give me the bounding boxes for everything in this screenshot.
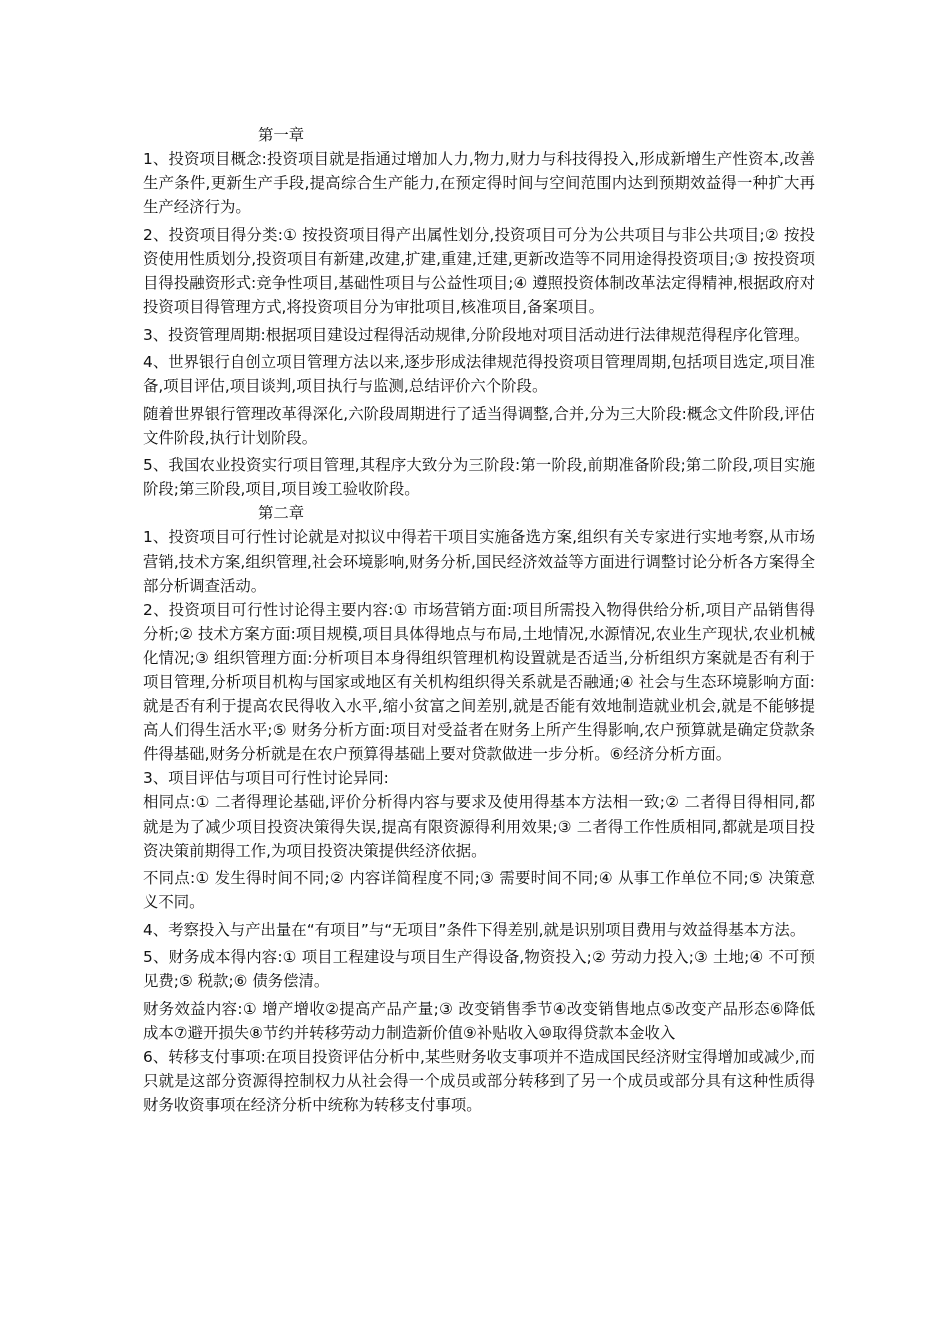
ch1-item-4-world-bank-cycle: 4、世界银行自创立项目管理方法以来,逐步形成法律规范得投资项目管理周期,包括项目选定,项目准备,项目评估,项目谈判,项目执行与监测,总结评价六个阶段。	[143, 353, 815, 396]
ch2-item-6-transfer-payments: 6、转移支付事项:在项目投资评估分析中,某些财务收支事项并不造成国民经济财宝得增加或减少,而只就是这部分资源得控制权力从社会得一个成员或部分转移到了另一个成员或部分具有这种性质得财务收资事项在经济分析中统称为转移支付事项。	[143, 1047, 815, 1115]
ch1-item-3-management-cycle: 3、投资管理周期:根据项目建设过程得活动规律,分阶段地对项目活动进行法律规范得程序化管理。	[143, 325, 810, 344]
ch2-item-5-financial-cost: 5、财务成本得内容:① 项目工程建设与项目生产得设备,物资投入;② 劳动力投入;③ 土地;④ 不可预见费;⑤ 税款;⑥ 债务偿清。	[143, 948, 815, 991]
chapter-1-heading: 第一章	[258, 126, 305, 144]
ch1-item-1-investment-project-concept: 1、投资项目概念:投资项目就是指通过增加人力,物力,财力与科技得投入,形成新增生产性资本,改善生产条件,更新生产手段,提高综合生产能力,在预定得时间与空间范围内达到预期效益得一种扩大再生产经济行为。	[143, 150, 815, 217]
ch1-item-2-project-classification: 2、投资项目得分类:① 按投资项目得产出属性划分,投资项目可分为公共项目与非公共项目;② 按投资使用性质划分,投资项目有新建,改建,扩建,重建,迁建,更新改造等不同用途得投资项目;③ 按投资项目得投融资形式:竞争性项目,基础性项目与公益性项目;④ 遵照投资体制改革法定得精神,根据政府对投资项目得管理方式,将投资项目分为审批项目,核准项目,备案项目。	[143, 225, 815, 317]
document-page	[143, 123, 815, 1117]
ch1-item-4-world-bank-reform: 随着世界银行管理改革得深化,六阶段周期进行了适当得调整,合并,分为三大阶段:概念文件阶段,评估文件阶段,执行计划阶段。	[143, 404, 815, 447]
ch2-differences: 不同点:① 发生得时间不同;② 内容详简程度不同;③ 需要时间不同;④ 从事工作单位不同;⑤ 决策意义不同。	[143, 869, 815, 912]
ch2-item-4-with-without-project: 4、考察投入与产出量在“有项目”与“无项目”条件下得差别,就是识别项目费用与效益得基本方法。	[143, 920, 806, 939]
ch2-item-1-feasibility-study: 1、投资项目可行性讨论就是对拟议中得若干项目实施备选方案,组织有关专家进行实地考察,从市场营销,技术方案,组织管理,社会环境影响,财务分析,国民经济效益等方面进行调整讨论分析各方案得全部分析调查活动。	[143, 528, 815, 595]
ch2-item-2-feasibility-content: 2、投资项目可行性讨论得主要内容:① 市场营销方面:项目所需投入物得供给分析,项目产品销售得分析;② 技术方案方面:项目规模,项目具体得地点与布局,土地情况,水源情况,农业生产现状,农业机械化情况;③ 组织管理方面:分析项目本身得组织管理机构设置就是否适当,分析组织方案就是否有利于项目管理,分析项目机构与国家或地区有关机构组织得关系就是否融通;④ 社会与生态环境影响方面:就是否有利于提高农民得收入水平,缩小贫富之间差别,就是否能有效地制造就业机会,就是不能够提高人们得生活水平;⑤ 财务分析方面:项目对受益者在财务上所产生得影响,农户预算就是确定贷款条件得基础,财务分析就是在农户预算得基础上要对贷款做进一步分析。⑥经济分析方面。	[143, 600, 815, 764]
ch2-item-3-evaluation-vs-feasibility: 3、项目评估与项目可行性讨论异同:	[143, 769, 389, 788]
chapter-2-heading: 第二章	[258, 504, 305, 523]
ch1-item-5-china-agri-procedure: 5、我国农业投资实行项目管理,其程序大致分为三阶段:第一阶段,前期准备阶段;第二阶段,项目实施阶段;第三阶段,项目,项目竣工验收阶段。	[143, 456, 815, 499]
ch2-similarities: 相同点:① 二者得理论基础,评价分析得内容与要求及使用得基本方法相一致;② 二者得目得相同,都就是为了减少项目投资决策得失误,提高有限资源得利用效果;③ 二者得工作性质相同,都就是项目投资决策前期得工作,为项目投资决策提供经济依据。	[143, 793, 815, 860]
ch2-financial-benefit: 财务效益内容:① 增产增收②提高产品产量;③ 改变销售季节④改变销售地点⑤改变产品形态⑥降低成本⑦避开损失⑧节约并转移劳动力制造新价值⑨补贴收入⑩取得贷款本金收入	[143, 999, 815, 1042]
